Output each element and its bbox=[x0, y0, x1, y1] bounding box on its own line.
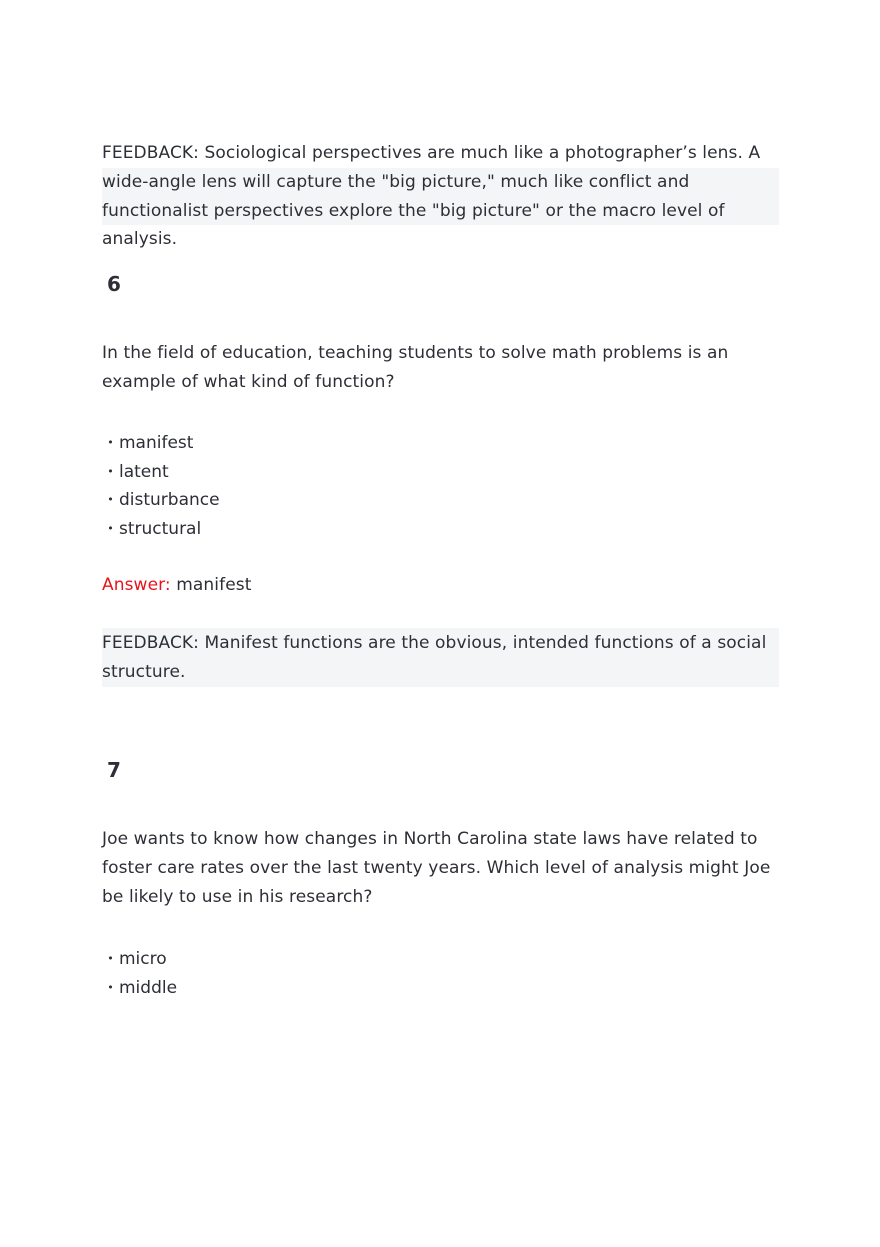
option-label: structural bbox=[119, 519, 202, 540]
feedback-block-q5 bbox=[102, 139, 779, 254]
question-text: Joe wants to know how changes in North Carolina state laws have related to foster care rates over the last twenty years. Which level of analysis might Joe be likely to use in his research? bbox=[102, 829, 771, 907]
list-item bbox=[102, 458, 779, 487]
option-label: micro bbox=[119, 948, 167, 969]
feedback-block-q6 bbox=[102, 628, 779, 688]
bullet-icon: • bbox=[107, 493, 114, 507]
question-number: 7 bbox=[107, 758, 121, 783]
feedback-text: FEEDBACK: Sociological perspectives are much like a photographer’s lens. A wide-angle lens will capture the "big picture," much like conflict and functionalist perspectives explore the "big picture" or the macro level of analysis. bbox=[102, 143, 761, 250]
answer-value: manifest bbox=[170, 574, 252, 595]
bullet-icon: • bbox=[107, 980, 114, 994]
list-item bbox=[102, 429, 779, 458]
option-label: middle bbox=[119, 977, 178, 998]
question-text: In the field of education, teaching students to solve math problems is an example of what kind of function? bbox=[102, 343, 729, 392]
answer-line bbox=[102, 571, 779, 600]
list-item bbox=[102, 515, 779, 544]
list-item bbox=[102, 945, 779, 974]
list-item bbox=[102, 974, 779, 1003]
bullet-icon: • bbox=[107, 951, 114, 965]
option-label: latent bbox=[119, 461, 169, 482]
feedback-text: FEEDBACK: Manifest functions are the obvious, intended functions of a social structure. bbox=[102, 632, 767, 682]
document-content bbox=[102, 139, 779, 1002]
option-label: manifest bbox=[119, 432, 194, 453]
list-item bbox=[102, 486, 779, 515]
options-list bbox=[102, 429, 779, 544]
answer-label: Answer: bbox=[102, 574, 171, 595]
option-label: disturbance bbox=[119, 490, 220, 511]
bullet-icon: • bbox=[107, 522, 114, 536]
options-list bbox=[102, 945, 779, 1003]
bullet-icon: • bbox=[107, 464, 114, 478]
question-number: 6 bbox=[107, 272, 121, 297]
bullet-icon: • bbox=[107, 435, 114, 449]
